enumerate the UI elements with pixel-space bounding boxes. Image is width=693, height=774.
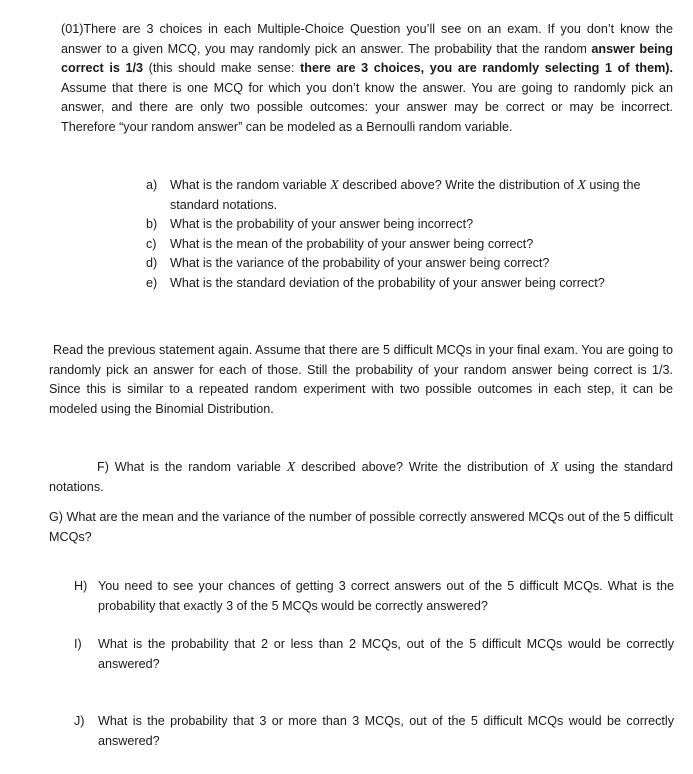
question-i: I) What is the probability that 2 or less than 2 MCQs, out of the 5 difficult MCQs would be correctly answered? bbox=[74, 637, 674, 671]
question-number: (01) bbox=[61, 22, 84, 36]
intro-text-3: Assume that there is one MCQ for which you don’t know the answer. You are going to randomly pick an answer, and there are only two possible outcomes: your answer may be correct or may be incorrect. Therefore “your random answer” can be modeled as a Bernoulli random variable. bbox=[61, 80, 673, 134]
list-marker: I) bbox=[74, 637, 82, 651]
intro-paragraph bbox=[61, 20, 673, 137]
variable-x: X bbox=[550, 460, 559, 475]
list-marker: d) bbox=[146, 256, 158, 270]
subquestion-e: e) What is the standard deviation of the probability of your answer being correct? bbox=[146, 274, 674, 294]
list-marker: e) bbox=[146, 275, 158, 290]
intro-text-1: There are 3 choices in each Multiple-Choice Question you’ll see on an exam. If you don’t know the answer to a given MCQ, you may randomly pick an answer. The probability that the random bbox=[61, 22, 673, 56]
intro-text-2: (this should make sense: bbox=[143, 61, 301, 75]
variable-x: X bbox=[286, 460, 296, 475]
list-marker: c) bbox=[146, 236, 157, 251]
subquestion-b: b) What is the probability of your answer being incorrect? bbox=[146, 215, 674, 235]
subquestion-c: c) What is the mean of the probability of your answer being correct? bbox=[146, 235, 674, 255]
subquestion-list bbox=[146, 176, 674, 293]
variable-x: X bbox=[577, 178, 586, 193]
intro-bold-1: answer being correct is 1/3 bbox=[61, 41, 674, 75]
list-marker: b) bbox=[146, 217, 158, 231]
question-g: G) What are the mean and the variance of the number of possible correctly answered MCQs out of the 5 difficult MCQs? bbox=[49, 510, 673, 544]
question-j: J) What is the probability that 3 or more than 3 MCQs, out of the 5 difficult MCQs would be correctly answered? bbox=[74, 714, 674, 748]
variable-x: X bbox=[330, 178, 339, 193]
list-marker: H) bbox=[74, 579, 88, 593]
list-marker: J) bbox=[74, 714, 85, 728]
question-f: F) What is the random variable X described above? Write the distribution of X using the standard notations. bbox=[49, 460, 674, 494]
list-marker: a) bbox=[146, 178, 158, 192]
subquestion-a: a) What is the random variable X described above? Write the distribution of X using the standard notations. bbox=[146, 178, 641, 212]
subquestion-d: d) What is the variance of the probability of your answer being correct? bbox=[146, 254, 674, 274]
binomial-statement: Read the previous statement again. Assume that there are 5 difficult MCQs in your final exam. You are going to randomly pick an answer for each of those. Still the probability of your random answer being correct is 1/3. Since this is similar to a repeated random experiment with two possible outcomes in each step, it can be modeled using the Binomial Distribution. bbox=[49, 343, 673, 416]
intro-bold-2: there are 3 choices, you are randomly selecting 1 of them). bbox=[300, 61, 673, 75]
question-h: H) You need to see your chances of getting 3 correct answers out of the 5 difficult MCQs. What is the probability that exactly 3 of the 5 MCQs would be correctly answered? bbox=[74, 579, 674, 613]
